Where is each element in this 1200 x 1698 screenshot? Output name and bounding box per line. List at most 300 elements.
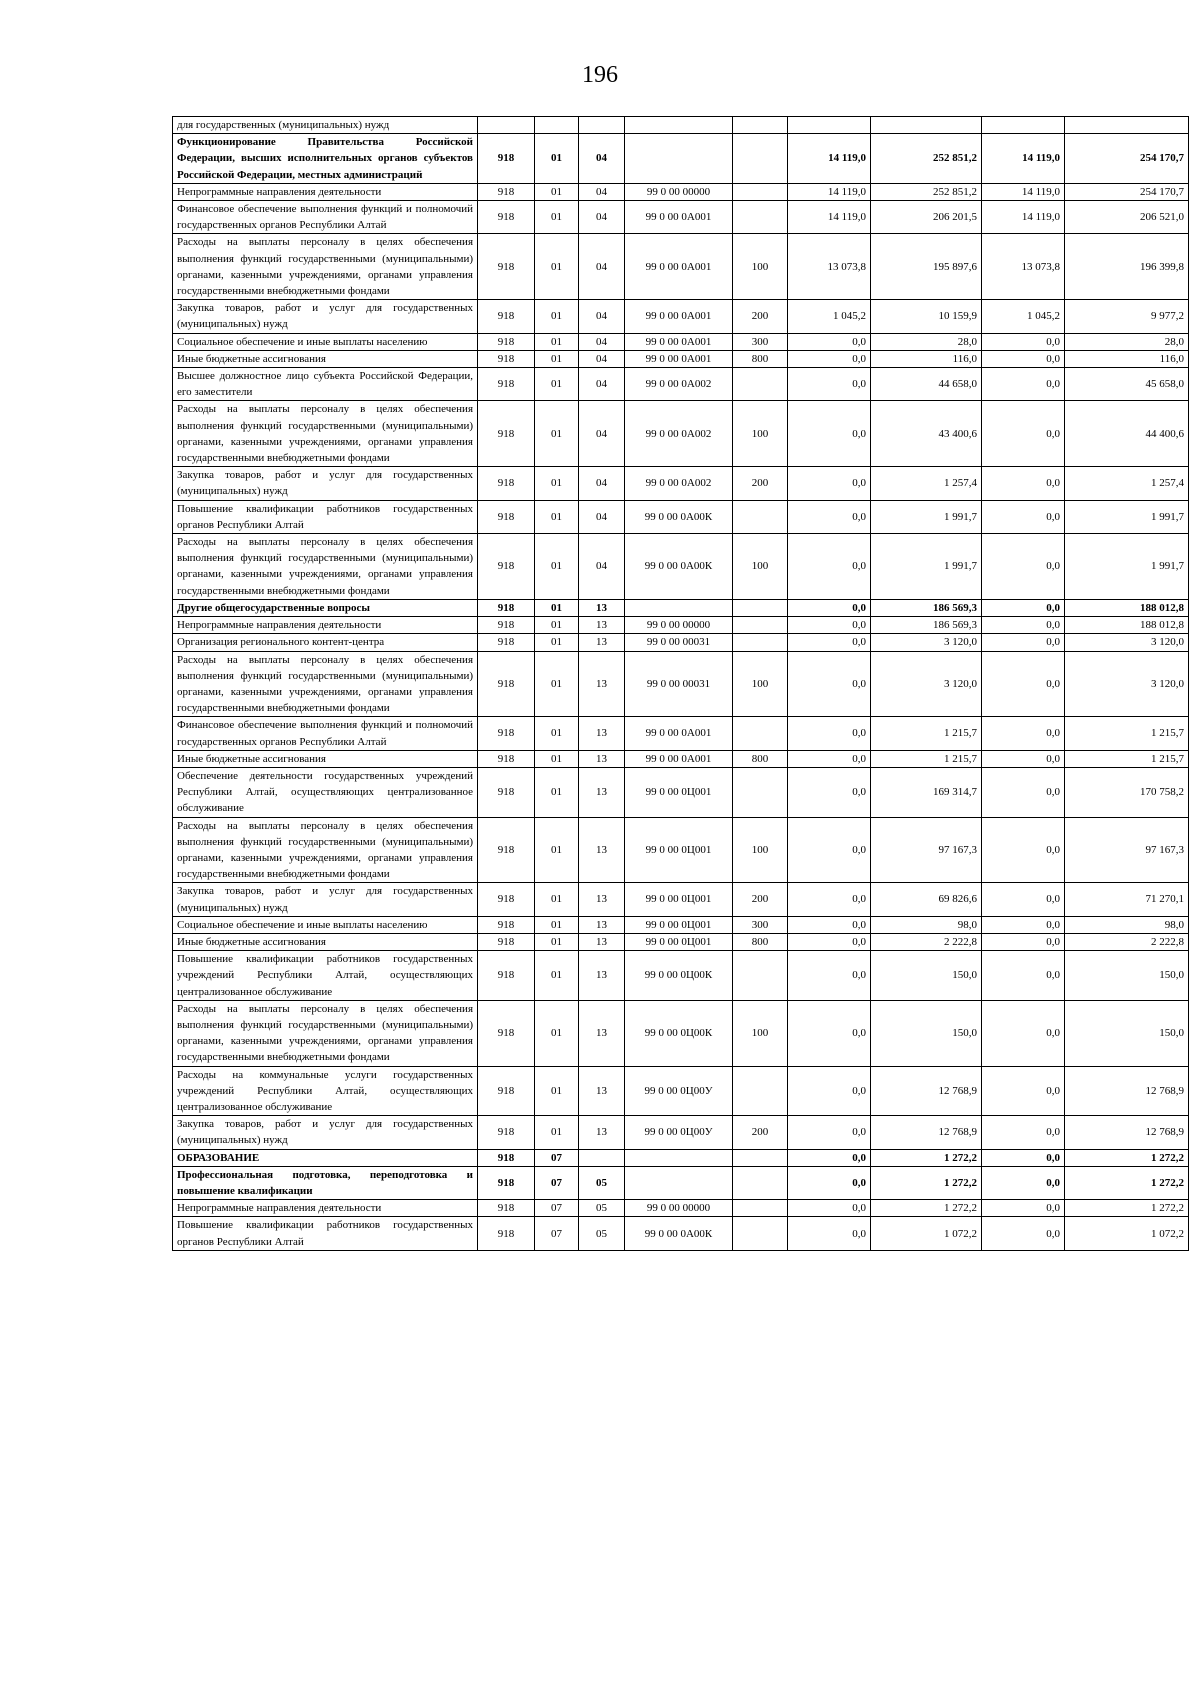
ved-code: 918 <box>478 333 535 350</box>
expense-type-code <box>733 767 788 817</box>
amount-3: 0,0 <box>982 1066 1065 1116</box>
amount-3: 0,0 <box>982 1200 1065 1217</box>
row-name: Расходы на коммунальные услуги государственных учреждений Республики Алтай, осуществляющих централизованное обслуживание <box>173 1066 478 1116</box>
amount-4: 44 400,6 <box>1065 401 1189 467</box>
target-article-code <box>625 1149 733 1166</box>
subsection-code: 13 <box>579 883 625 916</box>
expense-type-code: 300 <box>733 916 788 933</box>
ved-code: 918 <box>478 368 535 401</box>
subsection-code: 13 <box>579 717 625 750</box>
amount-2: 1 991,7 <box>871 534 982 600</box>
section-code: 01 <box>535 134 579 184</box>
table-row <box>173 1066 1189 1116</box>
amount-3: 0,0 <box>982 634 1065 651</box>
row-name: Финансовое обеспечение выполнения функций и полномочий государственных органов Республики Алтай <box>173 717 478 750</box>
expense-type-code: 200 <box>733 467 788 500</box>
amount-4: 254 170,7 <box>1065 134 1189 184</box>
expense-type-code: 100 <box>733 817 788 883</box>
amount-3: 0,0 <box>982 401 1065 467</box>
amount-2: 44 658,0 <box>871 368 982 401</box>
row-name: Расходы на выплаты персоналу в целях обеспечения выполнения функций государственными (муниципальными) органами, казенными учреждениями, органами управления государственными внебюджетными фондами <box>173 651 478 717</box>
ved-code: 918 <box>478 817 535 883</box>
section-code: 07 <box>535 1166 579 1199</box>
amount-2: 252 851,2 <box>871 134 982 184</box>
row-name: для государственных (муниципальных) нужд <box>173 117 478 134</box>
amount-2: 3 120,0 <box>871 651 982 717</box>
row-name: Расходы на выплаты персоналу в целях обеспечения выполнения функций государственными (муниципальными) органами, казенными учреждениями, органами управления государственными внебюджетными фондами <box>173 817 478 883</box>
table-row <box>173 350 1189 367</box>
target-article-code: 99 0 00 0Ц001 <box>625 916 733 933</box>
amount-4: 1 272,2 <box>1065 1149 1189 1166</box>
ved-code: 918 <box>478 750 535 767</box>
amount-3: 0,0 <box>982 883 1065 916</box>
amount-3: 0,0 <box>982 1000 1065 1066</box>
section-code: 01 <box>535 717 579 750</box>
row-name: Иные бюджетные ассигнования <box>173 750 478 767</box>
amount-3: 1 045,2 <box>982 300 1065 333</box>
amount-3: 0,0 <box>982 617 1065 634</box>
amount-3 <box>982 117 1065 134</box>
target-article-code: 99 0 00 00031 <box>625 634 733 651</box>
amount-3: 14 119,0 <box>982 183 1065 200</box>
ved-code: 918 <box>478 234 535 300</box>
amount-2: 1 215,7 <box>871 717 982 750</box>
subsection-code: 04 <box>579 350 625 367</box>
amount-1: 0,0 <box>788 599 871 616</box>
row-name: Расходы на выплаты персоналу в целях обеспечения выполнения функций государственными (муниципальными) органами, казенными учреждениями, органами управления государственными внебюджетными фондами <box>173 1000 478 1066</box>
expense-type-code <box>733 617 788 634</box>
expense-type-code: 800 <box>733 350 788 367</box>
subsection-code: 04 <box>579 134 625 184</box>
expense-type-code: 800 <box>733 933 788 950</box>
ved-code: 918 <box>478 1000 535 1066</box>
row-name: Повышение квалификации работников государственных учреждений Республики Алтай, осуществляющих централизованное обслуживание <box>173 951 478 1001</box>
amount-2: 1 991,7 <box>871 500 982 533</box>
table-row <box>173 500 1189 533</box>
amount-2: 12 768,9 <box>871 1116 982 1149</box>
amount-1: 0,0 <box>788 916 871 933</box>
subsection-code: 13 <box>579 1066 625 1116</box>
expense-type-code <box>733 1217 788 1250</box>
expense-type-code <box>733 717 788 750</box>
section-code: 01 <box>535 183 579 200</box>
subsection-code: 13 <box>579 599 625 616</box>
table-row <box>173 817 1189 883</box>
subsection-code: 13 <box>579 916 625 933</box>
amount-2: 1 272,2 <box>871 1166 982 1199</box>
amount-1: 0,0 <box>788 1149 871 1166</box>
ved-code: 918 <box>478 467 535 500</box>
table-row <box>173 1000 1189 1066</box>
ved-code: 918 <box>478 134 535 184</box>
amount-1: 0,0 <box>788 767 871 817</box>
amount-1: 1 045,2 <box>788 300 871 333</box>
amount-1: 13 073,8 <box>788 234 871 300</box>
row-name: Финансовое обеспечение выполнения функций и полномочий государственных органов Республики Алтай <box>173 201 478 234</box>
amount-2: 43 400,6 <box>871 401 982 467</box>
amount-3: 0,0 <box>982 1149 1065 1166</box>
amount-2 <box>871 117 982 134</box>
table-row <box>173 933 1189 950</box>
amount-2: 69 826,6 <box>871 883 982 916</box>
expense-type-code: 800 <box>733 750 788 767</box>
target-article-code: 99 0 00 0Ц001 <box>625 883 733 916</box>
table-row <box>173 368 1189 401</box>
amount-3: 0,0 <box>982 368 1065 401</box>
target-article-code: 99 0 00 0А001 <box>625 750 733 767</box>
table-row <box>173 1149 1189 1166</box>
section-code: 01 <box>535 817 579 883</box>
expense-type-code <box>733 117 788 134</box>
target-article-code: 99 0 00 00000 <box>625 183 733 200</box>
subsection-code: 04 <box>579 368 625 401</box>
expense-type-code <box>733 500 788 533</box>
amount-3: 13 073,8 <box>982 234 1065 300</box>
expense-type-code: 300 <box>733 333 788 350</box>
row-name: Расходы на выплаты персоналу в целях обеспечения выполнения функций государственными (муниципальными) органами, казенными учреждениями, органами управления государственными внебюджетными фондами <box>173 234 478 300</box>
ved-code: 918 <box>478 717 535 750</box>
amount-2: 1 215,7 <box>871 750 982 767</box>
subsection-code: 13 <box>579 933 625 950</box>
amount-1: 0,0 <box>788 1066 871 1116</box>
subsection-code: 13 <box>579 951 625 1001</box>
subsection-code <box>579 117 625 134</box>
section-code: 01 <box>535 916 579 933</box>
row-name: Социальное обеспечение и иные выплаты населению <box>173 916 478 933</box>
table-row <box>173 1217 1189 1250</box>
row-name: Расходы на выплаты персоналу в целях обеспечения выполнения функций государственными (муниципальными) органами, казенными учреждениями, органами управления государственными внебюджетными фондами <box>173 534 478 600</box>
subsection-code: 04 <box>579 183 625 200</box>
expense-type-code: 100 <box>733 534 788 600</box>
table-row <box>173 767 1189 817</box>
amount-4: 1 991,7 <box>1065 534 1189 600</box>
amount-1: 14 119,0 <box>788 201 871 234</box>
page-number: 196 <box>582 62 618 88</box>
ved-code: 918 <box>478 599 535 616</box>
ved-code: 918 <box>478 201 535 234</box>
amount-4: 71 270,1 <box>1065 883 1189 916</box>
amount-2: 10 159,9 <box>871 300 982 333</box>
amount-1: 0,0 <box>788 368 871 401</box>
target-article-code: 99 0 00 0А002 <box>625 401 733 467</box>
amount-2: 1 272,2 <box>871 1200 982 1217</box>
amount-4: 12 768,9 <box>1065 1066 1189 1116</box>
ved-code: 918 <box>478 534 535 600</box>
row-name: Обеспечение деятельности государственных учреждений Республики Алтай, осуществляющих централизованное обслуживание <box>173 767 478 817</box>
target-article-code <box>625 117 733 134</box>
table-row <box>173 916 1189 933</box>
subsection-code: 04 <box>579 467 625 500</box>
section-code: 01 <box>535 767 579 817</box>
ved-code: 918 <box>478 300 535 333</box>
ved-code: 918 <box>478 883 535 916</box>
ved-code: 918 <box>478 916 535 933</box>
amount-1: 0,0 <box>788 883 871 916</box>
table-row <box>173 117 1189 134</box>
table-row <box>173 401 1189 467</box>
table-row <box>173 183 1189 200</box>
subsection-code: 13 <box>579 651 625 717</box>
section-code: 01 <box>535 883 579 916</box>
expense-type-code <box>733 368 788 401</box>
section-code: 07 <box>535 1149 579 1166</box>
ved-code: 918 <box>478 951 535 1001</box>
row-name: Закупка товаров, работ и услуг для государственных (муниципальных) нужд <box>173 1116 478 1149</box>
ved-code: 918 <box>478 1166 535 1199</box>
table-row <box>173 883 1189 916</box>
section-code: 07 <box>535 1200 579 1217</box>
amount-1: 0,0 <box>788 500 871 533</box>
ved-code: 918 <box>478 1149 535 1166</box>
target-article-code: 99 0 00 0А001 <box>625 234 733 300</box>
target-article-code: 99 0 00 0Ц001 <box>625 817 733 883</box>
ved-code: 918 <box>478 401 535 467</box>
amount-4: 1 991,7 <box>1065 500 1189 533</box>
amount-4: 150,0 <box>1065 1000 1189 1066</box>
amount-2: 150,0 <box>871 1000 982 1066</box>
ved-code: 918 <box>478 1217 535 1250</box>
amount-1: 0,0 <box>788 534 871 600</box>
target-article-code: 99 0 00 0Ц001 <box>625 933 733 950</box>
section-code: 01 <box>535 750 579 767</box>
target-article-code: 99 0 00 00031 <box>625 651 733 717</box>
amount-3: 0,0 <box>982 599 1065 616</box>
amount-3: 0,0 <box>982 750 1065 767</box>
amount-4: 45 658,0 <box>1065 368 1189 401</box>
expense-type-code <box>733 183 788 200</box>
table-row <box>173 750 1189 767</box>
amount-1: 0,0 <box>788 617 871 634</box>
section-code: 01 <box>535 951 579 1001</box>
section-code: 01 <box>535 350 579 367</box>
subsection-code: 13 <box>579 1000 625 1066</box>
row-name: Иные бюджетные ассигнования <box>173 933 478 950</box>
row-name: Непрограммные направления деятельности <box>173 183 478 200</box>
amount-3: 0,0 <box>982 467 1065 500</box>
table-row <box>173 951 1189 1001</box>
amount-3: 0,0 <box>982 1166 1065 1199</box>
ved-code: 918 <box>478 651 535 717</box>
amount-3: 0,0 <box>982 817 1065 883</box>
expense-type-code <box>733 1200 788 1217</box>
amount-3: 14 119,0 <box>982 201 1065 234</box>
expense-type-code: 200 <box>733 300 788 333</box>
section-code: 01 <box>535 201 579 234</box>
table-row <box>173 201 1189 234</box>
ved-code: 918 <box>478 1200 535 1217</box>
amount-3: 14 119,0 <box>982 134 1065 184</box>
amount-3: 0,0 <box>982 767 1065 817</box>
amount-3: 0,0 <box>982 534 1065 600</box>
row-name: ОБРАЗОВАНИЕ <box>173 1149 478 1166</box>
amount-4: 170 758,2 <box>1065 767 1189 817</box>
row-name: Социальное обеспечение и иные выплаты населению <box>173 333 478 350</box>
amount-3: 0,0 <box>982 500 1065 533</box>
subsection-code: 04 <box>579 534 625 600</box>
amount-4: 188 012,8 <box>1065 617 1189 634</box>
target-article-code <box>625 1166 733 1199</box>
amount-4: 188 012,8 <box>1065 599 1189 616</box>
row-name: Функционирование Правительства Российской Федерации, высших исполнительных органов субъектов Российской Федерации, местных администраций <box>173 134 478 184</box>
amount-3: 0,0 <box>982 717 1065 750</box>
amount-1: 0,0 <box>788 333 871 350</box>
table-row <box>173 617 1189 634</box>
amount-4: 1 272,2 <box>1065 1166 1189 1199</box>
section-code: 01 <box>535 467 579 500</box>
expense-type-code <box>733 1066 788 1116</box>
target-article-code: 99 0 00 00000 <box>625 617 733 634</box>
section-code: 01 <box>535 1116 579 1149</box>
amount-4: 196 399,8 <box>1065 234 1189 300</box>
subsection-code: 04 <box>579 401 625 467</box>
table-row <box>173 1116 1189 1149</box>
row-name: Повышение квалификации работников государственных органов Республики Алтай <box>173 500 478 533</box>
amount-4: 97 167,3 <box>1065 817 1189 883</box>
section-code <box>535 117 579 134</box>
target-article-code: 99 0 00 0Ц00У <box>625 1116 733 1149</box>
row-name: Закупка товаров, работ и услуг для государственных (муниципальных) нужд <box>173 300 478 333</box>
section-code: 01 <box>535 300 579 333</box>
table-row <box>173 1200 1189 1217</box>
section-code: 01 <box>535 333 579 350</box>
subsection-code: 13 <box>579 817 625 883</box>
amount-1: 0,0 <box>788 1217 871 1250</box>
amount-4: 206 521,0 <box>1065 201 1189 234</box>
amount-1: 0,0 <box>788 933 871 950</box>
ved-code: 918 <box>478 767 535 817</box>
ved-code: 918 <box>478 1116 535 1149</box>
target-article-code: 99 0 00 0А001 <box>625 717 733 750</box>
amount-2: 186 569,3 <box>871 599 982 616</box>
amount-3: 0,0 <box>982 1217 1065 1250</box>
amount-1: 0,0 <box>788 350 871 367</box>
target-article-code: 99 0 00 0Ц00У <box>625 1066 733 1116</box>
section-code: 01 <box>535 599 579 616</box>
row-name: Высшее должностное лицо субъекта Российской Федерации, его заместители <box>173 368 478 401</box>
amount-1: 0,0 <box>788 1166 871 1199</box>
amount-2: 98,0 <box>871 916 982 933</box>
amount-2: 252 851,2 <box>871 183 982 200</box>
amount-1: 0,0 <box>788 467 871 500</box>
amount-4: 1 257,4 <box>1065 467 1189 500</box>
section-code: 01 <box>535 1066 579 1116</box>
amount-2: 1 272,2 <box>871 1149 982 1166</box>
amount-4: 1 272,2 <box>1065 1200 1189 1217</box>
target-article-code <box>625 599 733 616</box>
amount-4: 3 120,0 <box>1065 651 1189 717</box>
section-code: 07 <box>535 1217 579 1250</box>
amount-1: 14 119,0 <box>788 183 871 200</box>
row-name: Непрограммные направления деятельности <box>173 1200 478 1217</box>
target-article-code: 99 0 00 0Ц00К <box>625 951 733 1001</box>
amount-4: 2 222,8 <box>1065 933 1189 950</box>
ved-code <box>478 117 535 134</box>
target-article-code <box>625 134 733 184</box>
ved-code: 918 <box>478 617 535 634</box>
section-code: 01 <box>535 534 579 600</box>
amount-2: 1 257,4 <box>871 467 982 500</box>
amount-1: 14 119,0 <box>788 134 871 184</box>
subsection-code: 04 <box>579 300 625 333</box>
subsection-code: 05 <box>579 1200 625 1217</box>
ved-code: 918 <box>478 350 535 367</box>
target-article-code: 99 0 00 0А001 <box>625 333 733 350</box>
row-name: Профессиональная подготовка, переподготовка и повышение квалификации <box>173 1166 478 1199</box>
subsection-code: 04 <box>579 201 625 234</box>
expense-type-code: 100 <box>733 1000 788 1066</box>
amount-4: 254 170,7 <box>1065 183 1189 200</box>
ved-code: 918 <box>478 500 535 533</box>
amount-2: 150,0 <box>871 951 982 1001</box>
target-article-code: 99 0 00 0Ц00К <box>625 1000 733 1066</box>
amount-4: 12 768,9 <box>1065 1116 1189 1149</box>
section-code: 01 <box>535 500 579 533</box>
amount-4: 1 215,7 <box>1065 717 1189 750</box>
amount-2: 116,0 <box>871 350 982 367</box>
table-row <box>173 333 1189 350</box>
amount-2: 28,0 <box>871 333 982 350</box>
target-article-code: 99 0 00 0А00К <box>625 500 733 533</box>
amount-1: 0,0 <box>788 1000 871 1066</box>
table-row <box>173 234 1189 300</box>
target-article-code: 99 0 00 0А002 <box>625 467 733 500</box>
row-name: Повышение квалификации работников государственных органов Республики Алтай <box>173 1217 478 1250</box>
target-article-code: 99 0 00 0Ц001 <box>625 767 733 817</box>
amount-4: 9 977,2 <box>1065 300 1189 333</box>
table-row <box>173 634 1189 651</box>
expense-type-code <box>733 1166 788 1199</box>
amount-4: 1 072,2 <box>1065 1217 1189 1250</box>
table-row <box>173 1166 1189 1199</box>
table-row <box>173 467 1189 500</box>
row-name: Закупка товаров, работ и услуг для государственных (муниципальных) нужд <box>173 467 478 500</box>
table-body <box>173 117 1189 1251</box>
section-code: 01 <box>535 651 579 717</box>
expense-type-code: 100 <box>733 234 788 300</box>
amount-1: 0,0 <box>788 817 871 883</box>
subsection-code: 13 <box>579 750 625 767</box>
subsection-code: 04 <box>579 234 625 300</box>
expense-type-code <box>733 599 788 616</box>
amount-1: 0,0 <box>788 1116 871 1149</box>
subsection-code <box>579 1149 625 1166</box>
expense-type-code: 100 <box>733 651 788 717</box>
section-code: 01 <box>535 401 579 467</box>
row-name: Непрограммные направления деятельности <box>173 617 478 634</box>
subsection-code: 13 <box>579 617 625 634</box>
amount-4: 116,0 <box>1065 350 1189 367</box>
expense-type-code: 200 <box>733 883 788 916</box>
section-code: 01 <box>535 1000 579 1066</box>
table-row <box>173 300 1189 333</box>
amount-4: 1 215,7 <box>1065 750 1189 767</box>
table-row <box>173 599 1189 616</box>
subsection-code: 13 <box>579 634 625 651</box>
row-name: Иные бюджетные ассигнования <box>173 350 478 367</box>
subsection-code: 05 <box>579 1166 625 1199</box>
row-name: Расходы на выплаты персоналу в целях обеспечения выполнения функций государственными (муниципальными) органами, казенными учреждениями, органами управления государственными внебюджетными фондами <box>173 401 478 467</box>
ved-code: 918 <box>478 1066 535 1116</box>
row-name: Другие общегосударственные вопросы <box>173 599 478 616</box>
expense-type-code: 200 <box>733 1116 788 1149</box>
budget-table <box>172 116 1189 1251</box>
amount-3: 0,0 <box>982 651 1065 717</box>
row-name: Организация регионального контент-центра <box>173 634 478 651</box>
amount-2: 1 072,2 <box>871 1217 982 1250</box>
amount-1: 0,0 <box>788 750 871 767</box>
expense-type-code <box>733 634 788 651</box>
section-code: 01 <box>535 368 579 401</box>
